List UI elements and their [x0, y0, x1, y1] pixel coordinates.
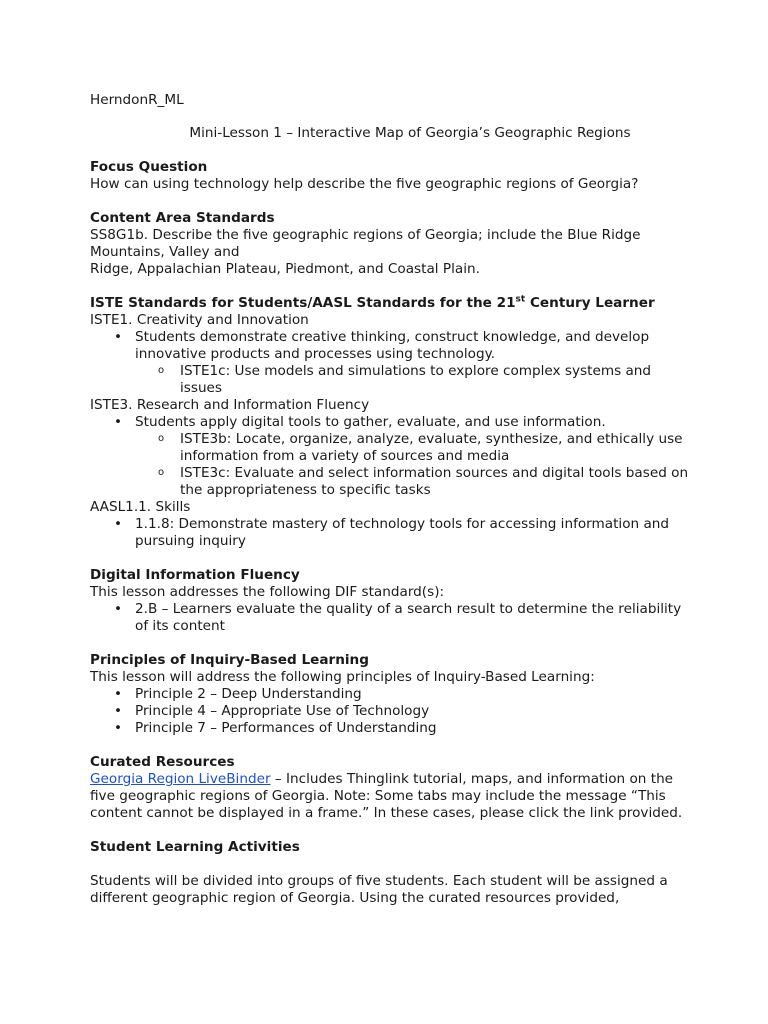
aasl-label: AASL1.1. Skills [90, 499, 191, 515]
list-item: • 1.1.8: Demonstrate mastery of technology tools for accessing information and pursuing inquiry [90, 516, 690, 550]
inquiry-list [90, 686, 690, 737]
aasl-list [90, 516, 690, 550]
iste3-sublist [90, 431, 690, 499]
list-item: • Principle 2 – Deep Understanding [90, 686, 690, 703]
iste1-list [90, 329, 690, 363]
lesson-title: Mini-Lesson 1 – Interactive Map of Georgia’s Geographic Regions [189, 125, 631, 141]
dif-intro: This lesson addresses the following DIF standard(s): [90, 584, 445, 600]
dif-heading: Digital Information Fluency [90, 567, 300, 583]
content-standard-line-2: Mountains, Valley and [90, 244, 240, 260]
resources-description: – Includes Thinglink tutorial, maps, and information on the five geographic regions of Georgia. Note: Some tabs may include the message “This content cannot be displayed in a frame.” In these cases, please click the link provided. [90, 771, 683, 821]
list-item: o ISTE3b: Locate, organize, analyze, evaluate, synthesize, and ethically use information from a variety of sources and media [90, 431, 690, 465]
content-standard-line-3: Ridge, Appalachian Plateau, Piedmont, and Coastal Plain. [90, 261, 480, 277]
list-item: o ISTE1c: Use models and simulations to explore complex systems and issues [90, 363, 690, 397]
list-item: • Students demonstrate creative thinking, construct knowledge, and develop innovative products and processes using technology. [90, 329, 690, 363]
list-item: o ISTE3c: Evaluate and select information sources and digital tools based on the appropriateness to specific tasks [90, 465, 690, 499]
inquiry-intro: This lesson will address the following principles of Inquiry-Based Learning: [90, 669, 595, 685]
iste3-label: ISTE3. Research and Information Fluency [90, 397, 370, 413]
dif-list [90, 601, 690, 635]
activities-paragraph: Students will be divided into groups of five students. Each student will be assigned a different geographic region of Georgia. Using the curated resources provided, [90, 873, 668, 906]
resources-paragraph [90, 771, 690, 822]
resources-heading: Curated Resources [90, 754, 235, 770]
list-item: • Principle 7 – Performances of Understanding [90, 720, 690, 737]
iste-heading: ISTE Standards for Students/AASL Standards for the 21st Century Learner [90, 294, 655, 311]
list-item: • Students apply digital tools to gather, evaluate, and use information. [90, 414, 690, 431]
iste3-list [90, 414, 690, 431]
focus-heading: Focus Question [90, 159, 208, 175]
focus-question: How can using technology help describe the five geographic regions of Georgia? [90, 176, 639, 192]
list-item: • 2.B – Learners evaluate the quality of a search result to determine the reliability of its content [90, 601, 690, 635]
content-standards-heading: Content Area Standards [90, 210, 275, 226]
content-standard-line-1: SS8G1b. Describe the five geographic regions of Georgia; include the Blue Ridge [90, 227, 641, 243]
document-body [90, 92, 690, 907]
list-item: • Principle 4 – Appropriate Use of Technology [90, 703, 690, 720]
iste1-sublist [90, 363, 690, 397]
author-line: HerndonR_ML [90, 92, 184, 108]
livebinder-link[interactable]: Georgia Region LiveBinder [90, 771, 271, 787]
iste1-label: ISTE1. Creativity and Innovation [90, 312, 309, 328]
inquiry-heading: Principles of Inquiry-Based Learning [90, 652, 369, 668]
activities-heading: Student Learning Activities [90, 839, 300, 855]
